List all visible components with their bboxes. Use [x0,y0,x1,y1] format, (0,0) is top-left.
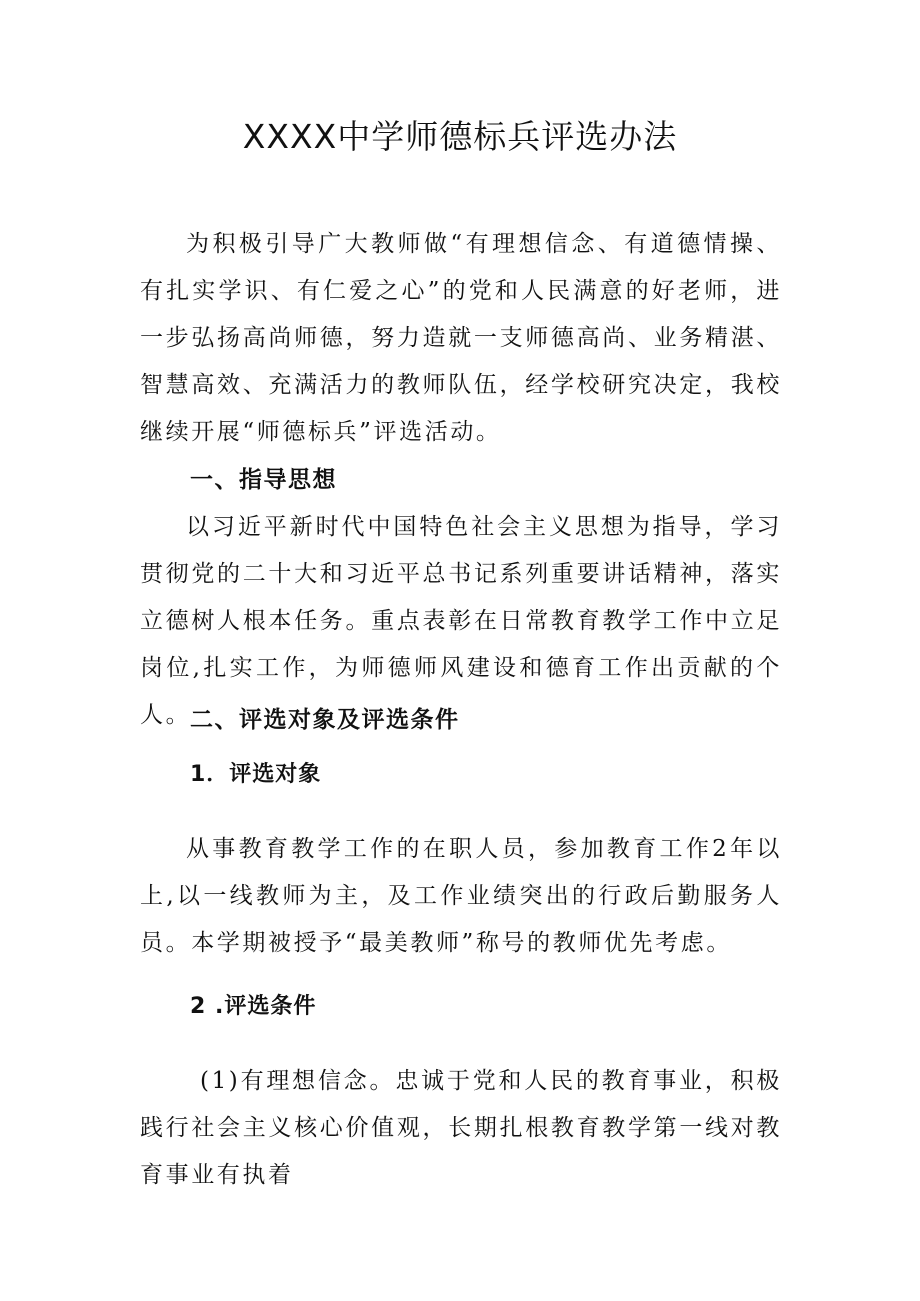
section2-heading: 二、评选对象及评选条件 [190,707,460,733]
sub1-body: 从事教育教学工作的在职人员，参加教育工作2年以上,以一线教师为主，及工作业绩突出的行政后勤服务人员。本学期被授予“最美教师”称号的教师优先考虑。 [140,836,782,956]
document-title: XXXX中学师德标兵评选办法 [242,117,678,156]
section1-heading: 一、指导思想 [190,467,337,493]
sub1-heading: 1．评选对象 [190,762,322,787]
section1-body: 以习近平新时代中国特色社会主义思想为指导，学习贯彻党的二十大和习近平总书记系列重要讲话精神，落实立德树人根本任务。重点表彰在日常教育教学工作中立足岗位,扎实工作，为师德师风建设和德育工作出贡献的个人。 [140,514,782,728]
intro-paragraph: 为积极引导广大教师做“有理想信念、有道德情操、有扎实学识、有仁爱之心”的党和人民满意的好老师，进一步弘扬高尚师德，努力造就一支师德高尚、业务精湛、智慧高效、充满活力的教师队伍，经学校研究决定，我校继续开展“师德标兵”评选活动。 [140,231,782,445]
sub2-heading: 2 .评选条件 [190,994,317,1019]
criteria-item-1: (1)有理想信念。忠诚于党和人民的教育事业，积极践行社会主义核心价值观，长期扎根教育教学第一线对教育事业有执着 [140,1068,782,1188]
